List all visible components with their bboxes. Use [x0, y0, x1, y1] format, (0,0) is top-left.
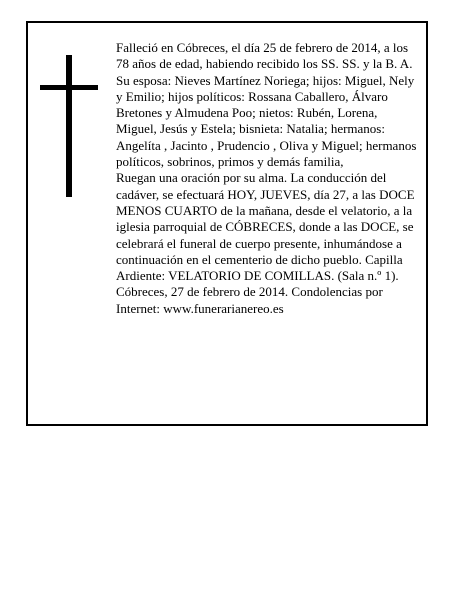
obituary-notice [26, 21, 428, 426]
death-announcement: Falleció en Cóbreces, el día 25 de febrero de 2014, a los 78 años de edad, habiendo recibido los SS. SS. y la B. A. [116, 40, 413, 72]
cross-horizontal-bar [40, 85, 98, 90]
family-list: Su esposa: Nieves Martínez Noriega; hijos: Miguel, Nely y Emilio; hijos políticos: Rossana Caballero, Álvaro Bretones y Almudena Poo; nietos: Rubén, Lorena, Miguel, Jesús y Estela; bisnieta: Natalia; hermanos: Angelíta , Jacinto , Prudencio , Oliva y Miguel; hermanos políticos, sobrinos, primos y demás familia, [116, 72, 417, 170]
funeral-details: Ruegan una oración por su alma. La conducción del cadáver, se efectuará HOY, JUEVES, día 27, a las DOCE MENOS CUARTO de la mañana, desde el velatorio, a la iglesia parroquial de CÓBRECES, donde a las DOCE, se celebrará el funeral de cuerpo presente, inhumándose a continuación en el cementerio de dicho pueblo. Capilla Ardiente: VELATORIO DE COMILLAS. (Sala n.º 1). [116, 170, 415, 284]
obituary-text [116, 40, 420, 317]
date-and-condolences: Cóbreces, 27 de febrero de 2014. Condolencias por Internet: www.funerarianereo.es [116, 284, 383, 316]
cross-vertical-bar [66, 55, 72, 197]
cross-icon [40, 55, 100, 197]
